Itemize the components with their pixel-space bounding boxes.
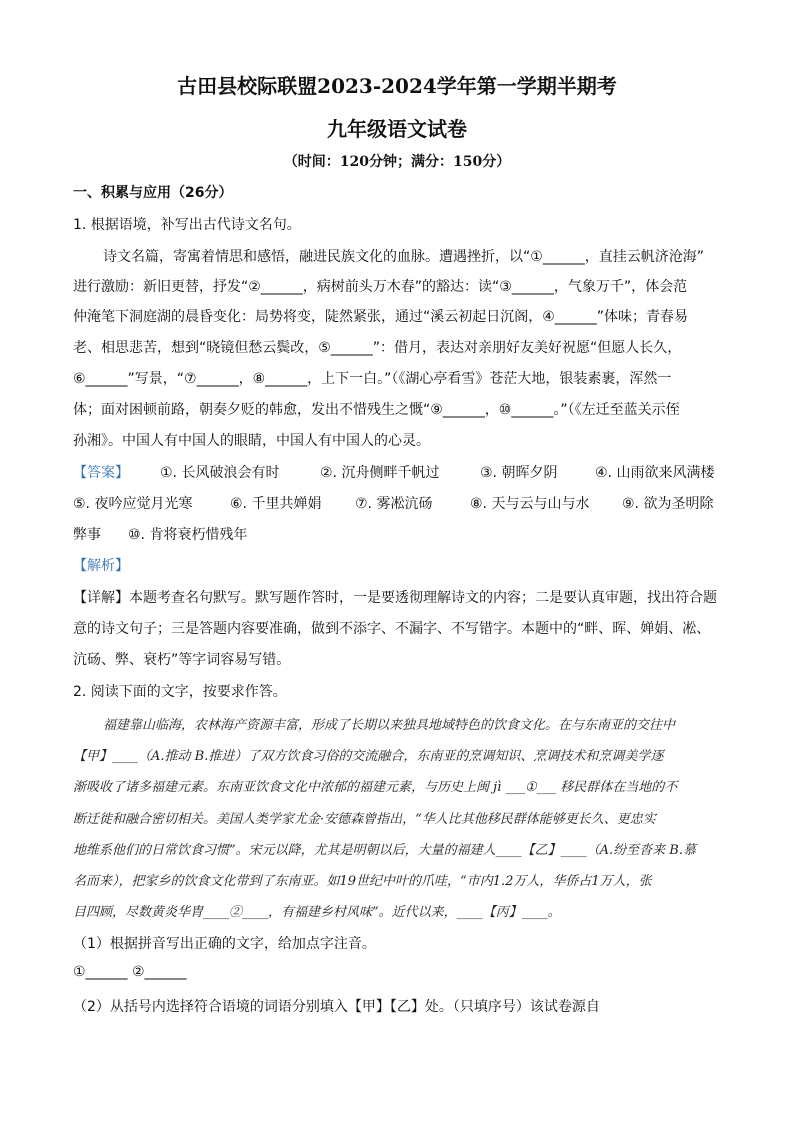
answer-item: ③. 朝晖夕阴 [480, 465, 558, 481]
passage-line: 渐吸收了诸多福建元素。东南亚饮食文化中浓郁的福建元素，与历史上闽 jì ___①___ 移民群体在当地的不 [73, 780, 678, 795]
question-2-prompt: 2. 阅读下面的文字，按要求作答。 [73, 684, 287, 700]
answer-item: ⑤. 夜吟应觉月光寒 [73, 496, 193, 512]
exam-meta: （时间：120分钟；满分：150分） [283, 154, 511, 170]
answer-item: ⑥. 千里共婵娟 [230, 496, 322, 512]
answer-item: ②. 沉舟侧畔千帆过 [320, 465, 440, 481]
answer-item: ⑧. 天与云与山与水 [470, 496, 590, 512]
analysis-label: 【解析】 [73, 558, 129, 574]
passage-line: 福建靠山临海，农林海产资源丰富，形成了长期以来独具地域特色的饮食文化。在与东南亚的交往中 [103, 718, 676, 733]
answer-item: 弊事 [73, 527, 101, 543]
exam-subtitle: 九年级语文试卷 [327, 117, 467, 141]
answer-item: ①. 长风破浪会有时 [160, 465, 280, 481]
passage-line: 【甲】____（A.推动 B.推进）了双方饮食习俗的交流融合，东南亚的烹调知识、烹调技术和烹调美学逐 [73, 749, 664, 764]
answer-item: ⑦. 雾凇沆砀 [355, 496, 433, 512]
q1-text-line: 仲淹笔下洞庭湖的晨昏变化：局势将变，陡然紧张，通过“溪云初起日沉阁，④______”体味；青春易 [73, 309, 689, 325]
detail-line: 沆砀、弊、衰朽”等字词容易写错。 [73, 652, 291, 668]
answer-item: ④. 山雨欲来风满楼 [595, 465, 715, 481]
detail-line: 意的诗文句子；三是答题内容要准确，做到不添字、不漏字、不写错字。本题中的“畔、晖、婵娟、凇、 [73, 621, 711, 637]
sub-question-1: （1）根据拼音写出正确的文字，给加点字注音。 [73, 936, 376, 952]
passage-line: 地维系他们的日常饮食习惯”。宋元以降，尤其是明朝以后，大量的福建人____【乙】____（A.纷至沓来 B.慕 [73, 843, 696, 858]
q1-text-line: 老、相思悲苦，想到“晓镜但愁云鬓改，⑤______”：借月，表达对亲朋好友美好祝愿“但愿人长久， [73, 340, 682, 356]
answer-item: ⑨. 欲为圣明除 [622, 496, 714, 512]
passage-line: 目四顾，尽数黄炎华胄____②____，有福建乡村风味”。近代以来，____【丙】____。 [73, 905, 561, 920]
answer-label: 【答案】 [73, 465, 129, 481]
q1-text-line: 孙湘》。中国人有中国人的眼睛，中国人有中国人的心灵。 [73, 433, 430, 449]
sub-question-2: （2）从括号内选择符合语境的词语分别填入【甲】【乙】处。（只填序号）该试卷源自 [73, 999, 600, 1015]
question-1-prompt: 1. 根据语境，补写出古代诗文名句。 [73, 217, 301, 233]
q1-text-line: 诗文名篇，寄寓着情思和感悟，融进民族文化的血脉。遭遇挫折，以“①______，直挂云帆济沧海” [103, 249, 705, 265]
passage-line: 名而来），把家乡的饮食文化带到了东南亚。如19世纪中叶的爪哇，“市内1.2万人，华侨占1万人，张 [73, 874, 652, 889]
answer-item: ⑩. 肯将衰朽惜残年 [128, 527, 248, 543]
detail-line: 【详解】本题考查名句默写。默写题作答时，一是要透彻理解诗文的内容；二是要认真审题，找出符合题 [73, 590, 717, 606]
q1-text-line: 进行激励：新旧更替，抒发“②______，病树前头万木春”的豁达：读“③______，气象万千”，体会范 [73, 279, 688, 295]
section-heading: 一、积累与应用（26分） [73, 185, 233, 201]
answer-blanks: ①______ ②______ [73, 964, 187, 980]
q1-text-line: 体；面对困顿前路，朝奏夕贬的韩愈，发出不惜残生之慨“⑨______，⑩______。”（《左迁至蓝关示侄 [73, 402, 680, 418]
passage-line: 断迁徙和融合密切相关。美国人类学家尤金·安德森曾指出，“华人比其他移民群体能够更长久、更忠实 [73, 812, 656, 827]
exam-title: 古田县校际联盟2023-2024学年第一学期半期考 [177, 74, 617, 98]
q1-text-line: ⑥______”写景，“⑦______，⑧______，上下一白。”（《湖心亭看雪》苍茫大地，银装素裹，浑然一 [73, 371, 672, 387]
